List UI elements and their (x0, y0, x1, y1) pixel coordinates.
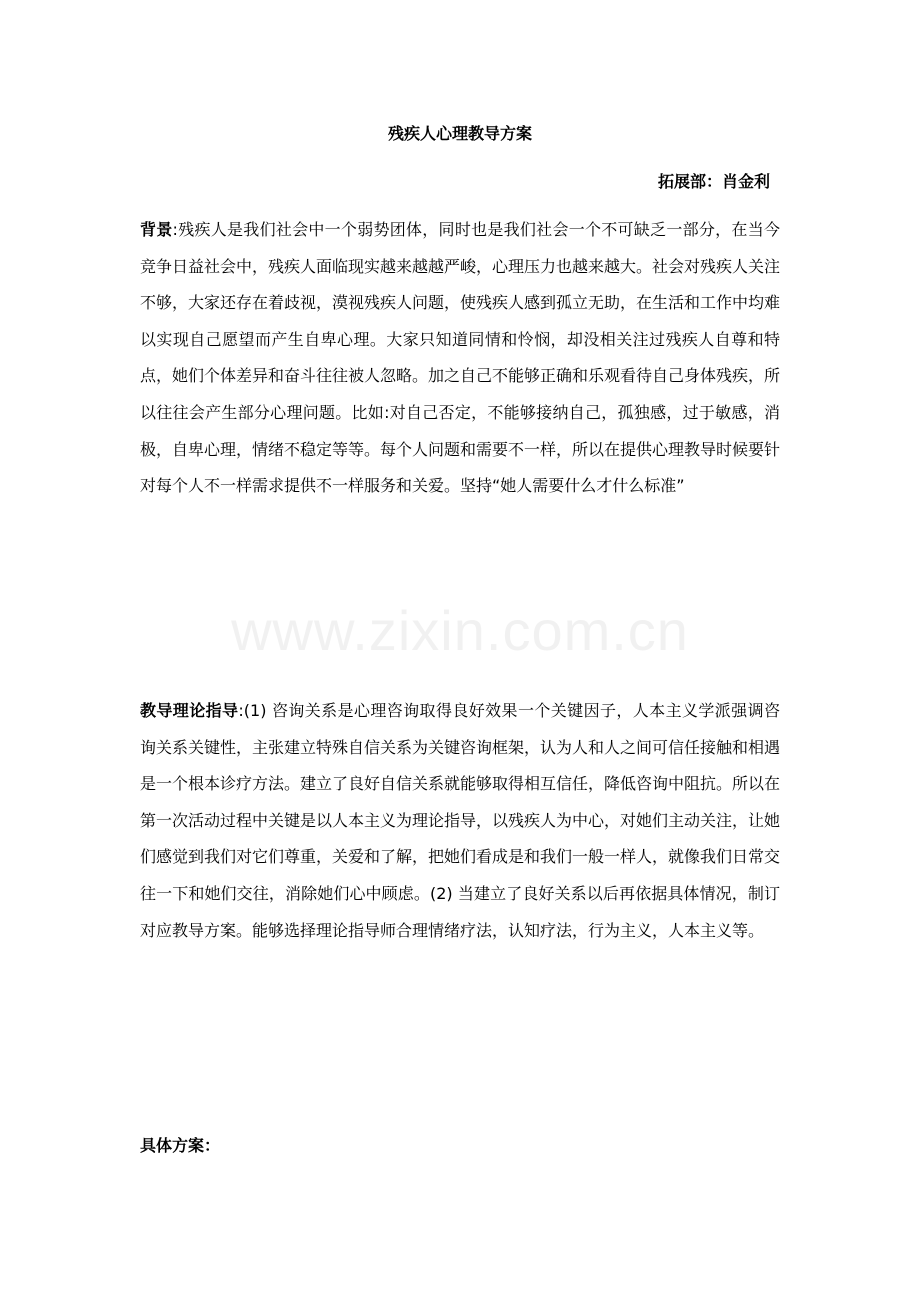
section-specific-plan (140, 1128, 780, 1165)
document-title: 残疾人心理教导方案 (387, 124, 532, 143)
section-theory-guidance (140, 693, 780, 949)
section-text: 残疾人是我们社会中一个弱势团体，同时也是我们社会一个不可缺乏一部分，在当今竞争日益社会中，残疾人面临现实越来越越严峻，心理压力也越来越大。社会对残疾人关注不够，大家还存在着歧视，漠视残疾人问题，使残疾人感到孤立无助，在生活和工作中均难以实现自己愿望而产生自卑心理。大家只知道同情和怜悯，却没相关注过残疾人自尊和特点，她们个体差异和奋斗往往被人忽略。加之自己不能够正确和乐观看待自己身体残疾，所以往往会产生部分心理问题。比如:对自己否定，不能够接纳自己，孤独感，过于敏感，消极，自卑心理，情绪不稳定等等。每个人问题和需要不一样，所以在提供心理教导时候要针对每个人不一样需求提供不一样服务和关爱。坚持“她人需要什么才什么标准” (140, 220, 781, 496)
section-label: 具体方案： (140, 1136, 221, 1155)
section-separator: : (238, 701, 244, 720)
section-text: (1) 咨询关系是心理咨询取得良好效果一个关键因子，人本主义学派强调咨询关系关键性，主张建立特殊自信关系为关键咨询框架，认为人和人之间可信任接触和相遇是一个根本诊疗方法。建立了良好自信关系就能够取得相互信任，降低咨询中阻抗。所以在第一次活动过程中关键是以人本主义为理论指导，以残疾人为中心，对她们主动关注，让她们感觉到我们对它们尊重，关爱和了解，把她们看成是和我们一般一样人，就像我们日常交往一下和她们交往，消除她们心中顾虑。(2) 当建立了良好关系以后再依据具体情况，制订对应教导方案。能够选择理论指导师合理情绪疗法，认知疗法，行为主义，人本主义等。 (140, 701, 781, 940)
watermark: www.zixin.com.cn (231, 599, 689, 662)
section-label: 教导理论指导 (140, 701, 239, 720)
document-author: 拓展部：肖金利 (657, 172, 770, 191)
section-separator: : (172, 220, 178, 239)
section-background (140, 212, 780, 505)
section-label: 背景 (140, 220, 173, 239)
